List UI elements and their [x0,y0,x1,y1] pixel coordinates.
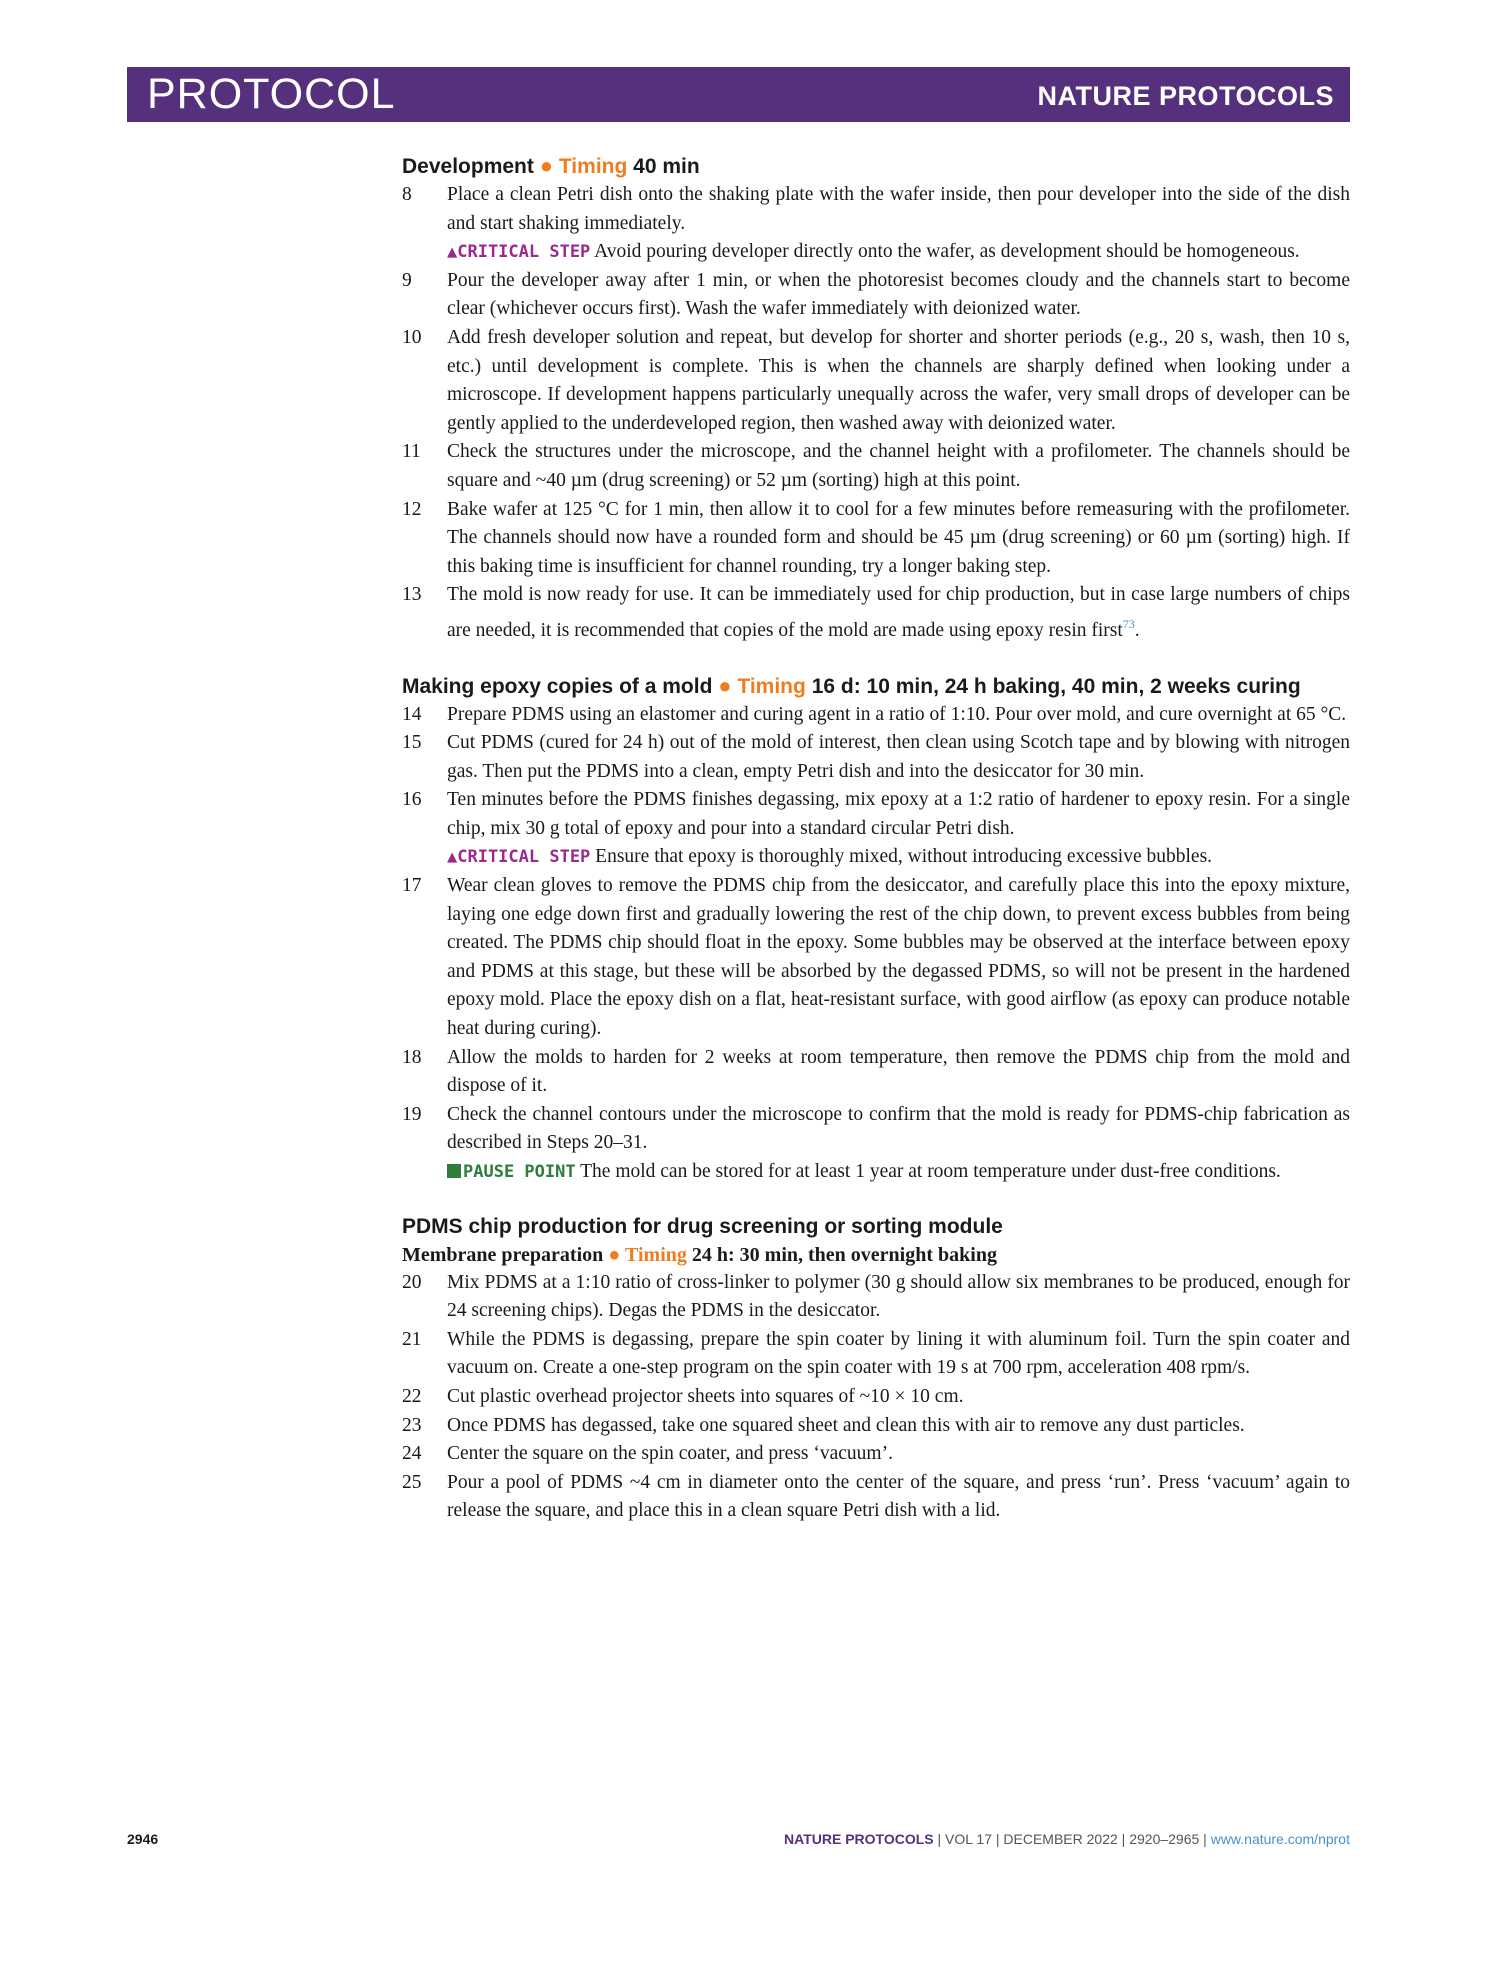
footer-citation [784,1831,1350,1847]
step-number: 14 [402,703,422,725]
pause-point-text: The mold can be stored for at least 1 year at room temperature under dust-free conditions. [580,1161,1281,1182]
step-text: Pour a pool of PDMS ~4 cm in diameter onto the center of the square, and press ‘run’. Press ‘vacuum’ again to release the square, and place this in a clean square Petri dish with a lid. [447,1471,1350,1522]
section-heading-development [402,152,1350,181]
step-number: 16 [402,789,422,811]
critical-step-text: Ensure that epoxy is thoroughly mixed, without introducing excessive bubbles. [595,846,1213,868]
timing-value: 16 d: 10 min, 24 h baking, 40 min, 2 weeks curing [811,674,1301,698]
section-title: Development [402,155,534,178]
critical-step-label: ▲CRITICAL STEP [447,242,591,263]
step-11 [402,438,1350,495]
step-18 [402,1044,1350,1101]
section-heading-epoxy [402,672,1350,701]
step-number: 10 [402,326,422,348]
step-text: Pour the developer away after 1 min, or when the photoresist becomes cloudy and the channels start to become clear (whichever occurs first). Wash the wafer immediately with deionized water. [447,269,1350,320]
step-number: 11 [402,441,421,463]
critical-step-note [447,843,1350,872]
step-number: 18 [402,1046,422,1068]
timing-dot-icon: ● [718,672,732,698]
step-21 [402,1326,1350,1383]
step-24 [402,1440,1350,1469]
step-number: 23 [402,1414,422,1436]
header-section-label: PROTOCOL [147,70,396,118]
step-text: While the PDMS is degassing, prepare the spin coater by lining it with aluminum foil. Turn the spin coater and vacuum on. Create a one-step program on the spin coater with 19 s at 700 rpm, acceleration 408 rpm/s. [447,1328,1350,1379]
subsection-heading-membrane [402,1241,1350,1269]
timing-label: Timing [737,674,806,698]
step-text: Center the square on the spin coater, and press ‘vacuum’. [447,1443,893,1465]
step-16 [402,786,1350,872]
step-number: 13 [402,584,422,606]
footer-url-link[interactable]: www.nature.com/nprot [1210,1831,1350,1847]
step-text: Check the structures under the microscope, and the channel height with a profilometer. The channels should be square and ~40 µm (drug screening) or 52 µm (sorting) high at this point. [447,441,1350,491]
step-number: 20 [402,1271,422,1293]
step-text: Add fresh developer solution and repeat, but develop for shorter and shorter periods (e.g., 20 s, wash, then 10 s, etc.) until development is complete. This is when the channels are sharply defined when looking under a microscope. If development happens particularly unequally across the wafer, very small drops of developer can be gently applied to the underdeveloped region, then washed away with deionized water. [447,326,1350,434]
header-banner [127,67,1350,122]
timing-label: Timing [625,1243,687,1266]
step-number: 12 [402,498,422,520]
step-10 [402,324,1350,438]
step-text: Cut PDMS (cured for 24 h) out of the mold of interest, then clean using Scotch tape and by blowing with nitrogen gas. Then put the PDMS into a clean, empty Petri dish and into the desiccator for 30 min. [447,732,1350,782]
article-body [402,152,1350,1526]
step-8 [402,181,1350,267]
page-number: 2946 [127,1831,159,1847]
pause-point-label: PAUSE POINT [463,1162,576,1182]
step-text: Cut plastic overhead projector sheets into squares of ~10 × 10 cm. [447,1385,964,1407]
step-number: 17 [402,875,422,897]
section-heading-pdms: PDMS chip production for drug screening or sorting module [402,1214,1003,1238]
critical-step-text: Avoid pouring developer directly onto the wafer, as development should be homogeneous. [594,241,1300,263]
step-text: Check the channel contours under the microscope to confirm that the mold is ready for PDMS-chip fabrication as described in Steps 20–31. [447,1103,1350,1154]
critical-step-label: ▲CRITICAL STEP [447,847,591,868]
step-text: Place a clean Petri dish onto the shaking plate with the wafer inside, then pour developer into the side of the dish and start shaking immediately. [447,184,1350,234]
step-23 [402,1412,1350,1441]
step-number: 25 [402,1471,422,1493]
step-12 [402,496,1350,582]
step-number: 21 [402,1328,422,1350]
step-15 [402,729,1350,786]
critical-step-note [447,238,1350,267]
step-text: Bake wafer at 125 °C for 1 min, then allow it to cool for a few minutes before remeasuring with the profilometer. The channels should now have a rounded form and should be 45 µm (drug screening) or 60 µm (sorting) high. If this baking time is insufficient for channel rounding, try a longer baking step. [447,498,1350,577]
step-text: Wear clean gloves to remove the PDMS chip from the desiccator, and carefully place this into the epoxy mixture, laying one edge down first and gradually lowering the rest of the chip down, to prevent excess bubbles from being created. The PDMS chip should float in the epoxy. Some bubbles may be observed at the interface between epoxy and PDMS at this stage, but these will be absorbed by the degassed PDMS, so will not be present in the hardened epoxy mold. Place the epoxy dish on a flat, heat-resistant surface, with good airflow (as epoxy can produce notable heat during curing). [447,875,1350,1040]
step-number: 22 [402,1385,422,1407]
step-text: Ten minutes before the PDMS finishes degassing, mix epoxy at a 1:2 ratio of hardener to epoxy resin. For a single chip, mix 30 g total of epoxy and pour into a standard circular Petri dish. [447,789,1350,839]
footer-details: | VOL 17 | DECEMBER 2022 | 2920–2965 | [937,1831,1207,1847]
timing-label: Timing [558,155,628,178]
reference-link[interactable]: 73 [1122,616,1135,631]
timing-dot-icon: ● [539,153,554,178]
timing-value: 24 h: 30 min, then overnight baking [691,1243,997,1266]
step-17 [402,872,1350,1044]
step-number: 19 [402,1103,422,1125]
step-number: 9 [402,269,412,291]
step-19 [402,1101,1350,1187]
section-title: Making epoxy copies of a mold [402,674,713,698]
step-number: 15 [402,732,422,754]
subsection-title: Membrane preparation [402,1243,604,1266]
step-number: 8 [402,184,412,205]
step-text: The mold is now ready for use. It can be immediately used for chip production, but in case large numbers of chips are needed, it is recommended that copies of the mold are made using epoxy resin first [447,584,1350,641]
step-14 [402,701,1350,730]
timing-value: 40 min [633,155,700,178]
step-22 [402,1383,1350,1412]
step-text: Mix PDMS at a 1:10 ratio of cross-linker to polymer (30 g should allow six membranes to be produced, enough for 24 screening chips). Degas the PDMS in the desiccator. [447,1271,1350,1322]
step-13: 13 The mold is now ready for use. It can be immediately used for chip production, but in case large numbers of chips are needed, it is recommended that copies of the mold are made using epoxy resin first$^{73}$. [402,581,1350,645]
step-text: Allow the molds to harden for 2 weeks at room temperature, then remove the PDMS chip from the mold and dispose of it. [447,1046,1350,1097]
timing-dot-icon: ● [608,1243,621,1266]
step-text: Once PDMS has degassed, take one squared sheet and clean this with air to remove any dust particles. [447,1414,1245,1436]
step-9 [402,267,1350,324]
step-25 [402,1469,1350,1526]
step-number: 24 [402,1443,422,1465]
pause-point-square-icon [447,1164,461,1178]
step-20 [402,1269,1350,1326]
header-journal-name: NATURE PROTOCOLS [1037,81,1334,111]
step-text: Prepare PDMS using an elastomer and curing agent in a ratio of 1:10. Pour over mold, and cure overnight at 65 °C. [447,703,1347,725]
footer-journal: NATURE PROTOCOLS [784,1831,934,1847]
pause-point-note [447,1158,1350,1187]
